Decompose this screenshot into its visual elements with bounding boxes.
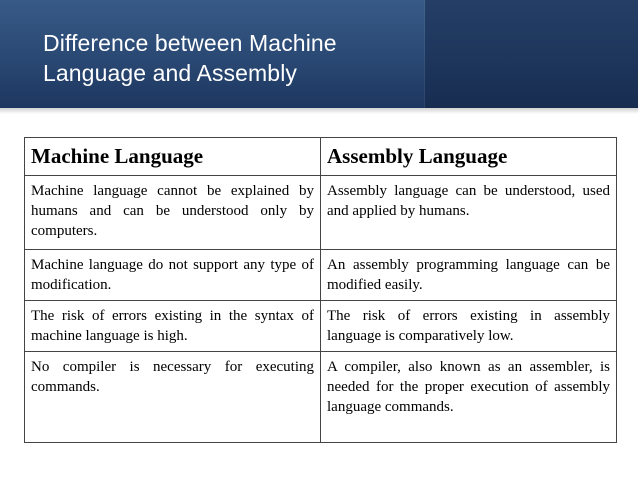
table-row — [25, 250, 617, 301]
table-cell-machine: The risk of errors existing in the syntax of machine language is high. — [25, 301, 321, 352]
table-cell-machine: Machine language do not support any type of modification. — [25, 250, 321, 301]
title-band-shadow — [0, 108, 638, 114]
table-cell-assembly: The risk of errors existing in assembly language is comparatively low. — [321, 301, 617, 352]
table-cell-machine: Machine language cannot be explained by humans and can be understood only by computers. — [25, 176, 321, 250]
comparison-table — [24, 137, 617, 443]
header-machine-language: Machine Language — [25, 138, 321, 176]
table-cell-machine: No compiler is necessary for executing commands. — [25, 352, 321, 443]
table-row — [25, 176, 617, 250]
slide-title: Difference between Machine Language and Assembly — [43, 30, 337, 86]
table-header-row — [25, 138, 617, 176]
table-cell-assembly: Assembly language can be understood, used and applied by humans. — [321, 176, 617, 250]
title-band — [0, 0, 638, 108]
table-row — [25, 301, 617, 352]
header-assembly-language: Assembly Language — [321, 138, 617, 176]
table-cell-assembly: An assembly programming language can be modified easily. — [321, 250, 617, 301]
table-row — [25, 352, 617, 443]
title-band-accent — [425, 0, 638, 108]
table-cell-assembly: A compiler, also known as an assembler, is needed for the proper execution of assembly language commands. — [321, 352, 617, 443]
